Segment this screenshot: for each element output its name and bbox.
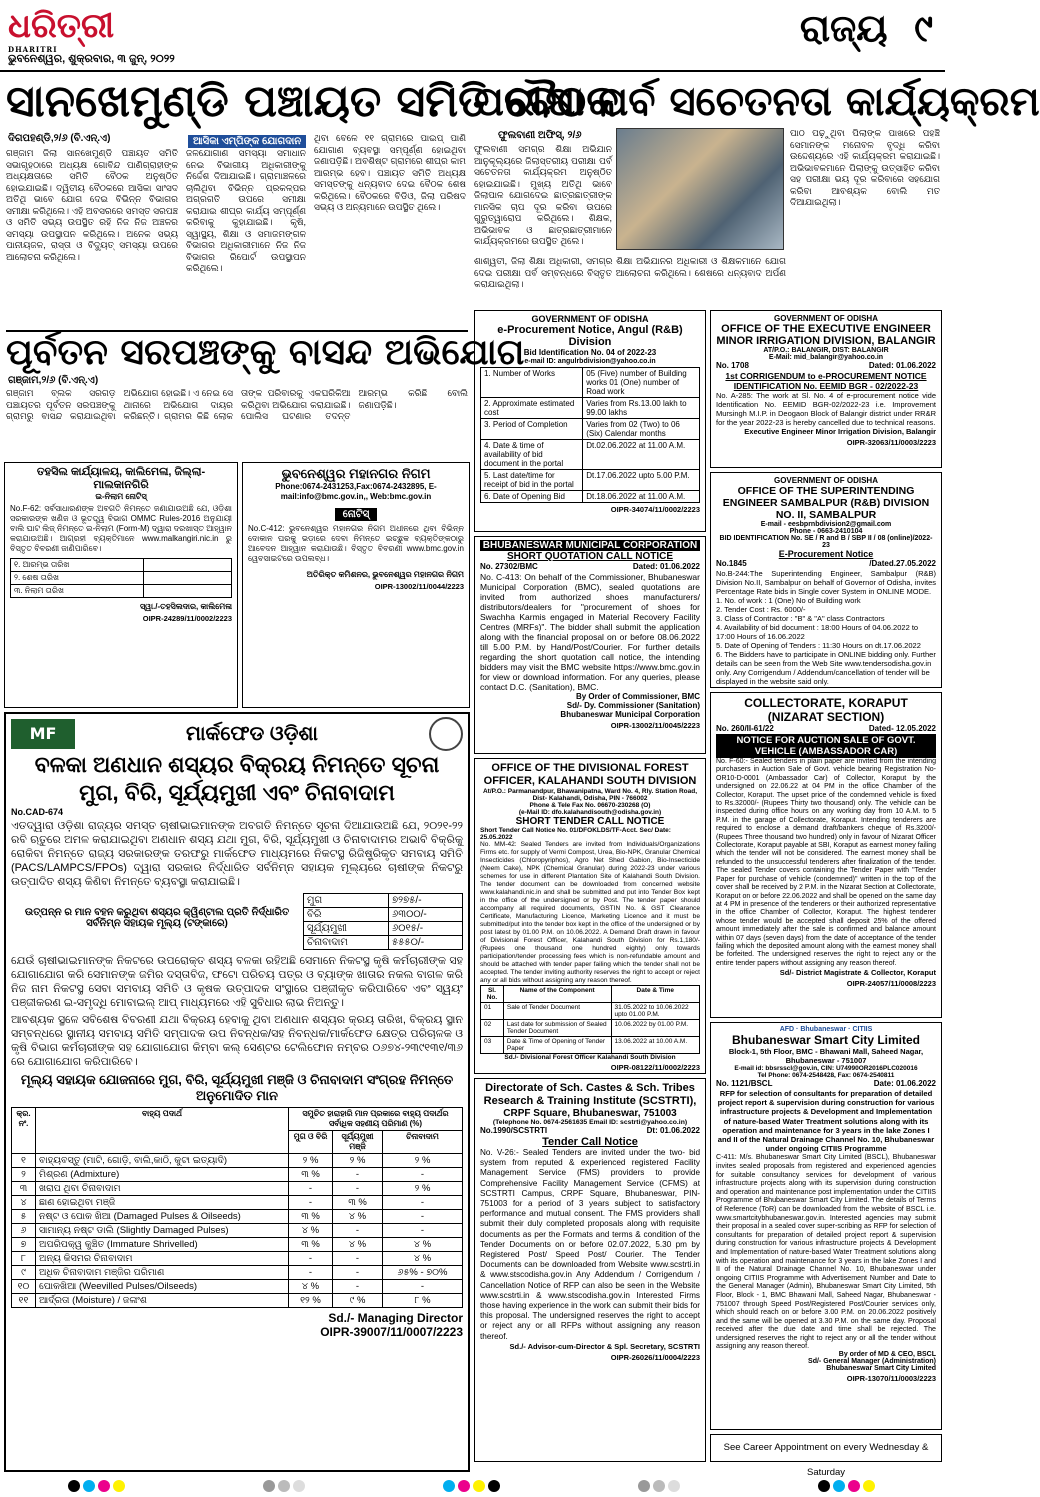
quality-table-row: ୧୧ ଆର୍ଦ୍ରତା (Moisture) / ଜଳାଂଶ ୧୨ % ୯ % ୮ % bbox=[12, 1294, 463, 1308]
ad-markfed bbox=[4, 712, 470, 1472]
ad-markfed-headline: ବଳକା ଅଣଧାନ ଶସ୍ୟର ବିକ୍ରୟ ନିମନ୍ତେ ସୂଚନା bbox=[34, 752, 440, 777]
ad-tahasil-table: ୧. ଆରମ୍ଭ ତାରିଖ ୨. ଶେଷ ତାରିଖ ୩. ନିଲାମ ତାରିଖ bbox=[10, 558, 232, 598]
ad-bmc-en-sign2: Sd/- Dy. Commissioner (Sanitation) bbox=[566, 701, 700, 710]
headline-samiti: ସାନଖେମୁଣ୍ଡି ପଞ୍ଚାୟତ ସମିତି ବୈଠକ bbox=[6, 76, 619, 127]
ad-balangir-ref: OIPR-32063/11/0003/2223 bbox=[846, 438, 936, 447]
ad-balangir-mi bbox=[710, 310, 942, 468]
ad-tahasil-sub: ଇ-ନିଲାମ ନୋଟିସ୍ bbox=[95, 492, 147, 501]
ad-forest-kalahandi bbox=[474, 758, 706, 1074]
quality-table-row: ୯ ଅଧିକ ଚିନାବାଦାମ ମଞ୍ଜିର ପରିମାଣ - - ୬୫% - ୭୦% bbox=[12, 1266, 463, 1280]
exam-event-photo bbox=[616, 128, 784, 250]
ad-markfed-para3: ଆବଶ୍ୟକ ସ୍ଥଳେ ସବିଶେଷ ବିବରଣୀ ଯଥା ବିକ୍ରୟ ହେବାକୁ ଥିବା ଅଣଧାନ ଶସ୍ୟର କ୍ରୟ ତାରିଖ, ବିକ୍ରୟ ସ୍ଥାନ ସମ୍ବନ୍ଧରେ ସ୍ଥାନୀୟ ସମବାୟ ସମିତି ସମ୍ପାଦକ ଉପ ନିବନ୍ଧକ/ସହ ନିବନ୍ଧକ/ମାର୍କଫେଡ କ୍ଷେତ୍ର ପରିଚାଳକ ଓ କୃଷି ବିଭାଗ କର୍ମଚାରୀଙ୍କ ସହ ଯୋଗାଯୋଗ କିମ୍ବା କଲ୍ ସେଣ୍ଟର ଟେଲିଫୋନ ନମ୍ବର ୦୬୭୪-୨୩୯୧୩୧/୩୬ ରେ ଯୋଗାଯୋଗ କରିପାରିବେ। bbox=[11, 1014, 463, 1068]
ad-bscl-no: No. 1121/BSCL bbox=[716, 1079, 773, 1088]
ad-scstrti-sub: Tender Call Notice bbox=[542, 1136, 638, 1148]
ad-forest-ref: OIPR-08122/11/0002/2223 bbox=[610, 1063, 700, 1072]
ad-koraput-ref: OIPR-24057/11/0008/2223 bbox=[846, 979, 936, 989]
badge-asika: ଆସିକା ଏମ୍ପିଙ୍କ ଯୋଗଦାନ bbox=[188, 131, 306, 149]
quality-table-row: ୭ ଅପରିପକ୍ୱ କୁଞ୍ଚିତ (Immature Shrivelled) ୩ % ୪ % ୪ % bbox=[12, 1238, 463, 1252]
ad-scstrti-addr: CRPF Square, Bhubaneswar, 751003 bbox=[503, 1108, 677, 1119]
quality-table-row: ୧ ବାହ୍ୟବସ୍ତୁ (ମାଟି, ଗୋଡ଼ି, ବାଲି,କାଠି, କୁଟା ଇତ୍ୟାଦି) ୨ % ୨ % ୨ % bbox=[12, 1154, 463, 1168]
ad-bmc-english bbox=[474, 536, 706, 754]
ad-sambalpur-date: /Dated.27.05.2022 bbox=[869, 559, 936, 568]
ad-angul-email: e-mail ID: angulrbdivision@yahoo.co.in bbox=[524, 358, 656, 365]
ad-sambalpur-notice: E-Procurement Notice bbox=[778, 549, 874, 559]
ad-balangir-date: Dated: 01.06.2022 bbox=[868, 361, 936, 370]
ad-markfed-para2: ଯେଉଁ ଚାଷୀଭାଇମାନଙ୍କ ନିକଟରେ ଉପରୋକ୍ତ ଶସ୍ୟ ବଳକା ରହିଅଛି ସେମାନେ ନିକଟସ୍ଥ କୃଷି କର୍ମଚାରୀଙ୍କ ସହ ଯୋଗାଯୋଗ କରି ସେମାନଙ୍କ ଜମିର ଦସ୍ତାବିଜ, ଫଟୋ ପରିଚୟ ପତ୍ର ଓ ବ୍ୟାଙ୍କ ଖାତାର ନକଲ ବାଗଳ କରି ନିଜ ନାମ ନିକଟସ୍ଥ ସେବା ସମବାୟ ସମିତି ଓ କୃଷକ ଉତ୍ପାଦକ ସଂସ୍ଥାରେ ପଞ୍ଜୀକୃତ କରିପାରିବେ ଏବଂ ସ୍ୱୟଂ ପଞ୍ଜୀକରଣ ଇ-ସମୃଦ୍ଧି ମୋବାଇଲ୍ ଆପ୍ ମାଧ୍ୟମରେ ଏହି ସୁବିଧାର ଲାଭ ନିଅନ୍ତୁ। bbox=[11, 955, 463, 1009]
ad-scstrti-phone: (Telephone No. 0674-2561635 Email ID: scstrti@yahoo.co.in) bbox=[492, 1119, 688, 1126]
ad-angul-gov: GOVERNMENT OF ODISHA bbox=[531, 314, 649, 324]
story1-col1: ଗଞ୍ଜାମ ଜିଲା ସାନଖେମୁଣ୍ଡି ପଞ୍ଚାୟତ ସମିତି ସଭାଗୃହଠାରେ ଅଧ୍ୟକ୍ଷ ଗୋବିନ୍ଦ ପାଣିଗ୍ରାହୀଙ୍କ ଅଧ୍ୟକ୍ଷତାରେ ସମିତି ବୈଠକ ଅନୁଷ୍ଠିତ ହୋଇଯାଇଛି। ଦ୍ୱିତୀୟ ବୈଠକରେ ଆସିକା ସାଂସଦ ଅତିଥି ଭାବେ ଯୋଗ ଦେଇ ବିଭିନ୍ନ ବିଭାଗର ସମୀକ୍ଷା କରିଥିଲେ। ଏହି ଅବସରରେ ସମସ୍ତ ସରପଞ୍ଚ ଓ ସମିତି ସଭ୍ୟ ଉପସ୍ଥିତ ରହି ନିଜ ନିଜ ଅଞ୍ଚଳର ସମସ୍ୟା ଉପସ୍ଥାପନ କରିଥିଲେ। ଅନେକ ସଭ୍ୟ ପାନୀୟଜଳ, ରାସ୍ତା ଓ ବିଦ୍ୟୁତ୍ ସମସ୍ୟା ଉପରେ ଆଲୋଚନା କରିଥିଲେ। bbox=[6, 148, 178, 262]
ad-tahasil-ref: OIPR-24289/11/0002/2223 bbox=[142, 614, 232, 623]
ad-bmc-en-title: BHUBANESWAR MUNICIPAL CORPORATION bbox=[480, 540, 700, 551]
ad-bscl-date: Date: 01.06.2022 bbox=[873, 1079, 936, 1088]
ad-forest-no: Short Tender Call Notice No. 01/DFOKLDS/TF-Acct. Sec/ Date: 25.05.2022 bbox=[480, 827, 671, 841]
ad-koraput-title: COLLECTORATE, KORAPUT bbox=[744, 696, 908, 710]
print-registration-strip bbox=[0, 1478, 945, 1497]
ad-markfed-title: ମାର୍କଫେଡ ଓଡ଼ିଶା bbox=[186, 722, 318, 745]
ad-koraput-body: No. F-60:- Sealed tenders in plain paper are invited from the intending purchasers in Auction Sale of Govt. vehicle bearing Registration No-OR10-D-0001 (Ambassador Car) of Collector, Koraput by the undersigned on 22.06.22 at 04 PM in the office Chamber of the Collector, Koraput. The upset price of the condemned vehicle is fixed to Rs.32000/- (Rupees Thirty two thousand) only. The vehicle can be inspected during office hours on any working day from 10 A.M. to 5 P.M. in the garage of Collectorate, Koraput. Intending tenderers are required to enclose a demand draft/bankers cheque of Rs.3200/- (Rupees Three thousand two hundred) only in favour of Nizarat Officer Collectorate, Koraput payable at SBI, Koraput as earnest money failing which the tender will not be considered. The earnest money shall be refunded to the unsuccessful tenderers after finalization of the tender. The sealed Tender covers containing the Tender Paper with "Tender Paper for purchase of vehicle (condemned)" written in the top of the cover shall be received by 2 P.M. in the Nizarat Section at Collectorate, Koraput on or before 22.06.2022 and shall be opened on the same day at 4 PM in presence of the tenderers or their authorized representative in the office Chamber of Collector, Koraput. The highest tenderer whose tender would be accepted shall deposit 25% of the offered amount immediately after the sale is confirmed and balance amount within 07 days (seven days) from the date of acceptance of the tender failing which the deposited amount along with the earnest money shall be forfeited. The undersigned reserves the right to reject any or the entire tender papers without assigning any reason thereof. bbox=[716, 758, 936, 967]
ad-angul-ref: OIPR-34074/11/0002/2223 bbox=[610, 505, 700, 514]
ad-balangir-email: E-Mail: mid_balangir@yahoo.co.in bbox=[768, 354, 884, 361]
ad-sambalpur-rb bbox=[710, 472, 942, 688]
ad-bscl-ref: OIPR-13070/11/0003/2223 bbox=[846, 1374, 936, 1384]
ad-forest-title: OFFICE OF THE DIVISIONAL FOREST OFFICER, KALAHANDI SOUTH DIVISION bbox=[483, 762, 697, 787]
ad-scstrti-ref: OIPR-26026/11/0004/2223 bbox=[610, 1352, 700, 1362]
ad-markfed-no: No.CAD-674 bbox=[11, 807, 64, 817]
ad-scstrti-sign: Sd./- Advisor-cum-Director & Spl. Secretary, SCSTRTI bbox=[509, 1341, 700, 1351]
ad-sambalpur-no: No.1845 bbox=[716, 559, 747, 568]
ad-bscl-addr: Block-1, 5th Floor, BMC - Bhawani Mall, Saheed Nagar, Bhubaneswar - 751007 bbox=[728, 1047, 924, 1065]
ad-scstrti-body: No. V-26:- Sealed Tenders are invited under the two- bid system from reputed & experienced registered Facility Management Service (FMS) providers to provide Comprehensive Facility Management Service (CFMS) at SCSTRTI Campus, CRPF Square, Bhubaneswar, PIN- 751003 for a period of 3 years subject to satisfactory performance and mutual consent. The FMS providers shall submit their duly completed proposals along with requisite documents as per the Formats and terms & condition of the Tender Documents on or before 02.07.2022, 5.30 pm by Registered Post/ Speed Post/ Courier. The Tender Documents can be downloaded from Website www.scstrti.in & www.stscodisha.gov.in Any Addendum / Corrigendum / Cancellation Notice of RFP can also be seen in the Website www.scstrti.in & www.stscodisha.gov.in Interested Firms those having experience in the work can submit their bids for this proposal. The undersigned reserves the right to accept or reject any or all RFPs without assigning any reason thereof. bbox=[480, 1148, 700, 1341]
ad-bmc-odia-title: ଭୁବନେଶ୍ୱର ମହାନଗର ନିଗମ bbox=[281, 466, 431, 481]
ad-bscl-sign3: Bhubaneswar Smart City Limited bbox=[826, 1365, 936, 1373]
story1-col3: ଥିବା ବେଳେ ୧୧ ଗ୍ରାମରେ ପାଇପ୍ ପାଣି ଯୋଗାଣ ବ୍ୟବସ୍ଥା ସମ୍ପୂର୍ଣ୍ଣ ହୋଇଥିବା ଜଣାପଡ଼ିଛି। ଅବଶିଷ୍ଟ ଗ୍ରାମରେ ଶୀଘ୍ର କାମ ଆରମ୍ଭ ହେବ। ପଞ୍ଚାୟତ ସମିତି ଅଧ୍ୟକ୍ଷ ସମସ୍ତଙ୍କୁ ଧନ୍ୟବାଦ ଦେଇ ବୈଠକ ଶେଷ କରିଥିଲେ। ବୈଠକରେ ବିଡିଓ, ଜିଲା ପରିଷଦ ସଭ୍ୟ ଓ ଅନ୍ୟମାନେ ଉପସ୍ଥିତ ଥିଲେ। bbox=[314, 133, 466, 212]
ad-bscl-email: E-mail id: bbsrsscl@gov.in, CIN: U74990OR2016PLC020016 bbox=[734, 1065, 918, 1072]
story2-col3: ଶାଶ୍ୱତୀ, ଜିଲା ଶିକ୍ଷା ଅଧିକାରୀ, ସମଗ୍ର ଶିକ୍ଷା ଅଭିଯାନର ଅଧିକାରୀ ଓ ଶିକ୍ଷକମାନେ ଯୋଗ ଦେଇ ପରୀକ୍ଷା ପର୍ବ ସମ୍ବନ୍ଧରେ ବିସ୍ତୃତ ଆଲୋଚନା କରିଥିଲେ। ଶେଷରେ ଧନ୍ୟବାଦ ଅର୍ପଣ କରାଯାଇଥିଲା। bbox=[474, 256, 786, 289]
ad-bmc-en-sign1: By Order of Commissioner, BMC bbox=[575, 692, 700, 701]
quality-table-row: ୨ ମିଶ୍ରଣ (Admixture) ୩ % - - bbox=[12, 1168, 463, 1182]
ad-scstrti bbox=[474, 1078, 706, 1462]
ad-forest-sign: Sd./- Divisional Forest Officer Kalahandi South Division bbox=[504, 1054, 676, 1061]
ad-markfed-sign: Sd./- Managing Director bbox=[328, 1311, 463, 1325]
ad-bmc-odia-notice: ନୋଟିସ୍ bbox=[335, 508, 378, 521]
ad-bscl-logos: AFD · Bhubaneswar · CITIIS bbox=[779, 1026, 873, 1033]
section-label: ରାଜ୍ୟ ୯ bbox=[799, 6, 933, 50]
ad-bscl-sign2: Sd/- General Manager (Administration) bbox=[808, 1358, 936, 1366]
ad-forest-table: Sl. No. Name of the Component Date & Time 01 Sale of Tender Document 31.05.2022 to 10.06.2022 upto 01.00 P.M. 02 Last date for submission of Sealed Tender Document 10.06.2022 by 01.00 P.M. 03 Date & Time of Opening of Tender Paper 13.06.2022 at 10.00 A.M. bbox=[480, 985, 700, 1054]
quality-table-row: ୧୦ ପୋକଖିଆ (Weevilled Pulses/Oilseeds) ୪ % - - bbox=[12, 1280, 463, 1294]
quality-table-row: ୫ ନଷ୍ଟ ଓ ପୋକ ଖିଆ (Damaged Pulses & Oilseeds) ୩ % ୪ % - bbox=[12, 1210, 463, 1224]
story3-body: ଗଞ୍ଜାମ ବ୍ଲକ ସରଗଡ଼ ପଞ୍ଚାୟତର ପୂର୍ବତନ ସରପଞ୍ଚଙ୍କୁ ଗ୍ରାମରୁ ବାସନ୍ଦ କରାଯାଇଥିବା ଅଭିଯୋଗ ହୋଇଛି। ଏ ନେଇ ସେ ଥାନାରେ ଅଭିଯୋଗ ଦାୟର କରିଛନ୍ତି। ଗ୍ରାମର କିଛି ଲୋକ ତାଙ୍କ ପରିବାରକୁ ଏକଘରିକିଆ କରିଥିବା ଅଭିଯୋଗ କରାଯାଇଛି। ପୋଲିସ ଘଟଣାର ତଦନ୍ତ ଆରମ୍ଭ କରିଛି ବୋଲି ଜଣାପଡ଼ିଛି। bbox=[6, 388, 468, 421]
masthead bbox=[0, 0, 945, 72]
markfed-logo: MF bbox=[11, 719, 75, 749]
ad-tahasil-body: No.F-62: ସର୍ବସାଧାରଣଙ୍କ ଅବଗତି ନିମନ୍ତେ ଜଣାଯାଉଅଛି ଯେ, ଓଡ଼ିଶା ସରକାରଙ୍କ ଖଣିଜ ଓ ଭୂତତ୍ତ୍ୱ ବିଭାଗ OMMC Rules-2016 ଅନୁଯାୟୀ ବାଲି ଘାଟ ଲିଜ୍ ନିମନ୍ତେ ଇ-ନିଲାମ (Form-M) ଦ୍ୱାରା ଦରଖାସ୍ତ ଆହ୍ୱାନ କରାଯାଉଅଛି। ଆଗ୍ରହୀ ବ୍ୟକ୍ତିମାନେ www.malkangiri.nic.in ରୁ ବିସ୍ତୃତ ବିବରଣୀ ଜାଣିପାରିବେ। bbox=[10, 504, 232, 553]
ad-forest-sub: SHORT TENDER CALL NOTICE bbox=[515, 816, 665, 827]
quality-table-row: ୪ ଛାଣ ହୋଇଥିବା ମଞ୍ଜି - ୩ % - bbox=[12, 1196, 463, 1210]
ad-koraput-collectorate bbox=[710, 692, 942, 1018]
ad-bmc-en-no: No. 27302/BMC bbox=[480, 562, 538, 571]
ad-balangir-addr: AT/P.O.: BALANGIR, DIST: BALANGIR bbox=[763, 347, 889, 354]
ad-balangir-no: No. 1708 bbox=[716, 361, 749, 370]
ad-scstrti-date: Dt: 01.06.2022 bbox=[646, 1126, 700, 1135]
story2-col1: ଫୁଲବାଣୀ ସମଗ୍ର ଶିକ୍ଷା ଅଭିଯାନ ଆନୁକୂଲ୍ୟରେ ଜିଲାସ୍ତରୀୟ ପରୀକ୍ଷା ପର୍ବ ସଚେତନତା କାର୍ଯ୍ୟକ୍ରମ ଅନୁଷ୍ଠିତ ହୋଇଯାଇଛି। ମୁଖ୍ୟ ଅତିଥି ଭାବେ ଜିଲାପାଳ ଯୋଗଦେଇ ଛାତ୍ରଛାତ୍ରୀଙ୍କ ମାନସିକ ଚାପ ଦୂର କରିବା ଉପରେ ଗୁରୁତ୍ୱାରୋପ କରିଥିଲେ। ଶିକ୍ଷକ, ଅଭିଭାବକ ଓ ଛାତ୍ରଛାତ୍ରୀମାନେ କାର୍ଯ୍ୟକ୍ରମରେ ଉପସ୍ଥିତ ଥିଲେ। bbox=[474, 144, 612, 246]
dateline: ଭୁବନେଶ୍ୱର, ଶୁକ୍ରବାର, ୩ ଜୁନ୍, ୨୦୨୨ bbox=[8, 53, 175, 65]
dharitri-logo[interactable]: ଧରିତ୍ରୀ DHARITRI bbox=[8, 6, 115, 54]
ad-bmc-en-ref: OIPR-13002/11/0045/2223 bbox=[610, 721, 700, 730]
ad-bmc-odia-contact: Phone:0674-2431253,Fax:0674-2432895, E-mail:info@bmc.gov.in,, Web:bmc.gov.in bbox=[275, 482, 437, 501]
ad-koraput-bar: NOTICE FOR AUCTION SALE OF GOVT. VEHICLE (AMBASSADOR CAR) bbox=[716, 734, 936, 758]
quality-table-row: ୮ ଅନ୍ୟ କିସମର ଚିନାବାଦାମ - - ୪ % bbox=[12, 1252, 463, 1266]
ad-bmc-odia bbox=[242, 462, 470, 708]
ad-angul-bid: Bid Identification No. 04 of 2022-23 bbox=[523, 348, 657, 357]
story2-col2: ପାଠ ପଢ଼ୁଥିବା ପିଲାଙ୍କ ପାଖରେ ପହଞ୍ଚି ସେମାନଙ୍କ ମନୋବଳ ବୃଦ୍ଧି କରିବା ଉଦ୍ଦେଶ୍ୟରେ ଏହି କାର୍ଯ୍ୟକ୍ରମ କରାଯାଇଛି। ଅଭିଭାବକମାନେ ପିଲାଙ୍କୁ ଉତ୍ସାହିତ କରିବା ସହ ପରୀକ୍ଷା ଭୟ ଦୂର କରିବାରେ ସହଯୋଗ କରିବା ଆବଶ୍ୟକ ବୋଲି ମତ ଦିଆଯାଇଥିଲା। bbox=[790, 128, 940, 207]
ad-markfed-ref: OIPR-39007/11/0007/2223 bbox=[320, 1325, 463, 1339]
ad-sambalpur-list: 1. No. of work : 1 (One) No of Building work 2. Tender Cost : Rs. 6000/- 3. Class of Contractor : "B" & "A" class Contractors 4. Availability of bid document : 18:00 Hours of 04.06.2022 to 17:00 Hours of 16.06.2022 5. Date of Opening of Tenders : 11:30 Hours on dt.17.06.2022 6. The Bidders have to participate in ONLINE bidding only. Further details can be seen from the Web Site www.tendersodisha.gov.in only. Any Corrigendum / Addendum/cancellation of tender will be displayed in the website said only. bbox=[716, 596, 936, 686]
ad-koraput-sub: (NIZARAT SECTION) bbox=[767, 710, 885, 724]
byline-samiti: ଦିଗପହଣ୍ଡି,୨/୬ (ବି.ଏନ୍.ଏ) bbox=[8, 133, 111, 144]
ad-bmc-odia-ref: OIPR-13002/11/0044/2223 bbox=[374, 582, 464, 591]
ad-bscl-body: C-411: M/s. Bhubaneswar Smart City Limited (BSCL), Bhubaneswar invites sealed proposals from registered and experienced agencies for suitable consultancy services for development of various infrastructure projects along with its supervision during construction and operation and maintenance post implementation under the CITIIS Programme of Bhubaneswar Smart City Limited. The details of Terms of Reference (ToR) can be downloaded from the website of BSCL i.e. www.smartcitybhubaneswar.gov.in. Interested agencies may submit their proposal in a sealed cover super-scribing as RFP for selection of consultants for preparation of detailed project report & supervision during construction for various infrastructure projects & Development and Implementation of nature-based Water Treatment solutions along with its operation and maintenance for 3 years in the lake Zones I and II of the Natural Drainage Channel No. 10, Bhubaneswar under ongoing CITIIS Programme with Advertisement Number and Date to the General Manager (Admin), Bhubaneswar Smart City Limited, 5th Floor, Block - 1, BMC Bhawani Mall, Saheed Nagar, Bhubaneswar - 751007 through Speed Post/Registered Post/Courier services only, which should reach on or before 3.00 P.M. on 20.06.2022 positively and the same will be opened at 3.30 P.M. on the same day. Proposal received after the due date and time shall be rejected. The undersigned reserves the right to reject any or all the tender without assigning any reason thereof. bbox=[716, 1153, 936, 1351]
ad-balangir-body: No. A-285: The work at Sl. No. 4 of e-procurement notice vide Identification No. EEMID BGR-02/2022-23 i.e. Improvement Mursingh M.I.P. in Deogaon Block of Balangir district under RR&R for the year 2022-23 is hereby cancelled due to technical reasons. bbox=[716, 391, 936, 427]
headline-pariksha: ପରୀକ୍ଷା ପର୍ବ ସଚେତନତା କାର୍ଯ୍ୟକ୍ରମ bbox=[474, 79, 1040, 125]
career-appointment-note: See Career Appointment on every Wednesday & Saturday bbox=[710, 1434, 942, 1462]
ad-markfed-quality-table: କ୍ର. ନଂ. ବାହ୍ୟ ପଦାର୍ଥ ସମୁଚିତ ହାରାହାରି ମାନ ପ୍ରକାରେ ବାହ୍ୟ ପଦାର୍ଥର ସର୍ବାଧିକ ସହଣୀୟ ପରିମାଣ (%) ମୁଗ ଓ ବିରି ସୂର୍ଯ୍ୟମୁଖୀ ମଞ୍ଜି ଚିନାବାଦାମ ୧ ବାହ୍ୟବସ୍ତୁ (ମାଟି, ଗୋଡ଼ି, ବାଲି,କାଠି, କୁଟା ଇତ୍ୟାଦି) ୨ % ୨ % ୨ % ୨ ମିଶ୍ରଣ (Admixture) ୩ % - - ୩ ଖରାପ ଥିବା ଚିନାବାଦାମ - - ୨ % ୪ ଛାଣ ହୋଇଥିବା ମଞ୍ଜି - ୩ % - ୫ ନଷ୍ଟ ଓ ପୋକ ଖିଆ (Damaged Pulses & Oilseeds) ୩ % ୪ % - ୬ ସାମାନ୍ୟ ନଷ୍ଟ ଡାଲି (Slightly Damaged Pulses) ୪ % - - ୭ ଅପରିପକ୍ୱ କୁଞ୍ଚିତ (Immature Shrivelled) ୩ % ୪ % ୪ % ୮ ଅନ୍ୟ କିସମର ଚିନାବାଦାମ - - ୪ % ୯ ଅଧିକ ଚିନାବାଦାମ ମଞ୍ଜିର ପରିମାଣ - - ୬୫% - ୭୦% ୧୦ ପୋକଖିଆ (Weevilled Pulses/Oilseeds) ୪ % - - ୧୧ ଆର୍ଦ୍ରତା (Moisture) / ଜଳାଂଶ ୧୨ % ୯ % ୮ % bbox=[11, 1107, 463, 1308]
byline-sarpanch: ଗଞ୍ଜାମ,୨/୬ (ବି.ଏନ୍.ଏ) bbox=[8, 375, 99, 386]
ad-sambalpur-body: No.B-244:The Superintending Engineer, Sambalpur (R&B) Division No.II, Sambalpur on behalf of Governor of Odisha, invites Percentage Rate bids in Single cover System in ONLINE MODE. bbox=[716, 569, 936, 596]
ad-bmc-en-sub: SHORT QUOTATION CALL NOTICE bbox=[506, 551, 674, 562]
ad-sambalpur-email: E-mail - eesbprnbdivision2@gmail.com bbox=[760, 521, 892, 528]
ad-bmc-odia-sign: ଅତିରିକ୍ତ କମିଶନର, ଭୁବନେଶ୍ୱର ମହାନଗର ନିଗମ bbox=[306, 570, 464, 579]
ad-markfed-para1: ଏତଦ୍ୱାରା ଓଡ଼ିଶା ରାଜ୍ୟର ସମସ୍ତ ଚାଷୀଭାଇମାନଙ୍କ ଅବଗତି ନିମନ୍ତେ ସୂଚନା ଦିଆଯାଉଅଛି ଯେ, ୨୦୨୧-୨୨ ରବି ଋତୁରେ ଅମଳ କରାଯାଇଥିବା ଅଣଧାନ ଶସ୍ୟ ଯଥା ମୁଗ, ବିରି, ସୂର୍ଯ୍ୟମୁଖୀ ଓ ଚିନାବାଦାମର ଅଭାବି ବିକ୍ରିକୁ ରୋକିବା ନିମନ୍ତେ ରାଜ୍ୟ ସରକାରଙ୍କ ତରଫରୁ ମାର୍କଫେଡ ମାଧ୍ୟମରେ ନିକଟସ୍ଥ ରିଜିଷ୍ଟ୍ରିକୃତ ସମବାୟ ସମିତି (PACS/LAMPCS/FPOs) ଦ୍ୱାରା ସରକାର ନିର୍ଦ୍ଧାରିତ ସର୍ବନିମ୍ନ ସହାୟକ ମୂଲ୍ୟରେ ଚାଷୀଙ୍କ ନିକଟରୁ ଉତ୍ପାଦିତ ଶସ୍ୟ କିଣିବା ନିମନ୍ତେ ବ୍ୟବସ୍ଥା କରାଯାଇଛି। bbox=[11, 820, 463, 888]
ad-forest-addr: At/P.O.: Parmanandpur, Bhawanipatna, Ward No. 4, Rly. Station Road, Dist- Kalahandi, Odisha, PIN - 766002 bbox=[482, 788, 698, 802]
story1-col2: ଜଳଯୋଗାଣ ସମସ୍ୟା ସମାଧାନ ନେଇ ବିଭାଗୀୟ ଅଧିକାରୀଙ୍କୁ ନିର୍ଦ୍ଦେଶ ଦିଆଯାଇଛି। ଗ୍ରାମାଞ୍ଚଳରେ ଚାଲିଥିବା ବିଭିନ୍ନ ପ୍ରକଳ୍ପର ଅଗ୍ରଗତି ଉପରେ ସମୀକ୍ଷା କରାଯାଇ ଶୀଘ୍ର କାର୍ଯ୍ୟ ସମ୍ପୂର୍ଣ୍ଣ କରିବାକୁ କୁହାଯାଇଛି। କୃଷି, ସ୍ୱାସ୍ଥ୍ୟ, ଶିକ୍ଷା ଓ ସମାଜମଙ୍ଗଳ ବିଭାଗର ଅଧିକାରୀମାନେ ନିଜ ନିଜ ବିଭାଗର ରିପୋର୍ଟ ଉପସ୍ଥାପନ କରିଥିଲେ। bbox=[186, 148, 306, 273]
ad-bmc-en-body: No. C-413: On behalf of the Commissioner, Bhubaneswar Municipal Corporation (BMC), sealed quotations are invited from authorized shoes manufacturers/ distributors/dealers for "procurement of shoes for Swachha Karmis engaged in Material Recovery Facility Centres (MRFs)". The bidder shall submit the application along with the financial proposal on or before 08.06.2022 till 5.00 P.M. by Hand/Post/Courier. For further details regarding the short quotation call notice, the intending bidders may visit the BMC website https://www.bmc.gov.in for view or download information. For any queries, please contact D.C. (Sanitation), BMC. bbox=[480, 572, 700, 692]
ad-balangir-title: OFFICE OF THE EXECUTIVE ENGINEER MINOR IRRIGATION DIVISION, BALANGIR bbox=[716, 323, 936, 347]
ad-sambalpur-gov: GOVERNMENT OF ODISHA bbox=[773, 476, 878, 485]
ad-tahasil-title: ତହସିଲ କାର୍ଯ୍ୟାଳୟ, କାଲିମେଳା, ଜିଲ୍ଲା-ମାଲକାନଗିରି bbox=[36, 466, 206, 491]
ad-bmc-odia-body: No.C-412: ଭୁବନେଶ୍ୱର ମହାନଗର ନିଗମ ଅଧୀନରେ ଥିବା ବିଭିନ୍ନ ଦୋକାନ ଘରକୁ ଭଡ଼ାରେ ଦେବା ନିମନ୍ତେ ଇଚ୍ଛୁକ ବ୍ୟକ୍ତିଙ୍କଠାରୁ ଆବେଦନ ଆହ୍ୱାନ କରାଯାଉଛି। ବିସ୍ତୃତ ବିବରଣୀ www.bmc.gov.in ୱେବସାଇଟରେ ଉପଲବ୍ଧ। bbox=[248, 524, 464, 563]
ad-koraput-sign: Sd/- District Magistrate & Collector, Koraput bbox=[779, 968, 936, 978]
ad-markfed-msp-table: ମୁଗ ୭୨୭୫/- ବିରି ୬୩୦୦/- ସୂର୍ଯ୍ୟମୁଖୀ ୬୦୧୫/- ଚିନାବାଦାମ ୫୫୫୦/- bbox=[303, 893, 463, 950]
ad-forest-email: (e-Mail ID: dfo.kalahandisouth@odisha.gov.in) bbox=[518, 809, 662, 816]
ad-bscl-title: Bhubaneswar Smart City Limited bbox=[731, 1033, 921, 1047]
ad-markfed-table-title: ମୂଲ୍ୟ ସହାୟକ ଯୋଜନାରେ ମୁଗ, ବିରି, ସୂର୍ଯ୍ୟମୁଖୀ ମଞ୍ଜି ଓ ଚିନାବାଦାମ ସଂଗ୍ରହ ନିମନ୍ତେ ଅନୁମୋଦିତ ମାନ bbox=[20, 1072, 454, 1103]
ad-forest-body: No. MM-42: Sealed Tenders are invited from Individuals/Organizations Firms etc. for supply of Vermi Compost, Urea, Bio-NPK, Granular Chemical Insecticides (Chloropyriphos), Agro Net Shed Gabion, Bio-Insecticide (Neem Cake), NPK (Chemical Granular) during 2022-23 under various schemes for use in different Plantation Site of Kalahandi South Division. The tender document can be downloaded from concerned website www.kalahandi.nic.in and shall be submitted and put into Tender Box kept in the office of the undersigned or by Post. The tender paper should accompany all required documents, GSTIN No. & GST Clearance Certificate, Manufacturing Licence, Marketing Licence and it must be submitted/put into the tender box kept in the office of the undersigned or by post latest by 01.00 P.M. on 10.06.2022. A Demand Draft drawn in favour of Divisional Forest Officer, Kalahandi South Division for Rs.1,180/- (Rupees one thousand one hundred eighty) only towards participation/tender processing fees which is non-refundable amount and should be attached with tender paper failing which the tender shall not be accepted. The tender inviting authority reserves the right to accept or reject any or all bids without assigning any reason thereof. bbox=[480, 841, 700, 984]
byline-pariksha: ଫୁଲବାଣୀ ଅଫିସ୍, ୨/୬ bbox=[498, 130, 582, 141]
ad-tahasil-kalimela bbox=[4, 462, 238, 708]
ad-bmc-en-sign3: Bhubaneswar Municipal Corporation bbox=[560, 710, 700, 719]
ad-sambalpur-phone: Phone - 0663-2410104 bbox=[789, 528, 863, 535]
ad-markfed-msp-label: ଉତ୍ପନ୍ନ ର ମାନ ବହନ କରୁଥିବା ଶସ୍ୟର କ୍ୱିଣ୍ଟାଲ ପ୍ରତି ନିର୍ଦ୍ଧାରିତ ସର୍ବନିମ୍ନ ସହାୟକ ମୂଲ୍ୟ (ଟଙ୍କାରେ) bbox=[24, 907, 290, 929]
ad-angul-subtitle: e-Procurement Notice, Angul (R&B) Division bbox=[497, 324, 683, 348]
ad-sambalpur-bid: BID IDENTIFICATION No. SE / R and B / SBP II / 08 (online)/2022-23 bbox=[719, 535, 933, 549]
ad-angul-rb bbox=[474, 310, 706, 532]
ad-balangir-gov: GOVERNMENT OF ODISHA bbox=[773, 314, 878, 323]
ad-bscl-tel: Tel Phone: 0674-2548428, Fax: 0674-2540811 bbox=[757, 1072, 895, 1079]
ad-balangir-sign: Executive Engineer Minor Irrigation Division, Balangir bbox=[744, 427, 936, 436]
headline-sarpanch: ପୂର୍ବତନ ସରପଞ୍ଚଙ୍କୁ ବାସନ୍ଦ ଅଭିଯୋଗ bbox=[6, 332, 525, 373]
ad-angul-table: 1. Number of Works 05 (Five) number of Building works 01 (One) number of Road work 2. Approximate estimated cost Varies from Rs.13.00 lakh to 99.00 lakhs 3. Period of Completion Varies from 02 (Two) to 06 (Six) Calendar months 4. Date & time of availability of bid document in the portal Dt.02.06.2022 at 11.00 A.M. 5. Last date/time for receipt of bid in the portal Dt.17.06.2022 upto 5.00 P.M. 6. Date of Opening Bid Dt.18.06.2022 at 11.00 A.M. bbox=[480, 367, 700, 503]
quality-table-row: ୬ ସାମାନ୍ୟ ନଷ୍ଟ ଡାଲି (Slightly Damaged Pulses) ୪ % - - bbox=[12, 1224, 463, 1238]
ad-scstrti-no: No.1990/SCSTRTI bbox=[480, 1126, 548, 1135]
ad-tahasil-sign: ସ୍ୱା./-ତହସିଲଦାର, କାଲିମେଳା bbox=[139, 602, 232, 611]
ad-balangir-corr: 1st CORRIGENDUM to e-PROCUREMENT NOTICE bbox=[725, 371, 927, 381]
ad-sambalpur-title: OFFICE OF THE SUPERINTENDING ENGINEER SAMBALPUR (R&B) DIVISION NO. II, SAMBALPUR bbox=[722, 485, 930, 521]
ad-koraput-no: No. 260/II-61/22 bbox=[716, 724, 774, 733]
quality-table-row: ୩ ଖରାପ ଥିବା ଚିନାବାଦାମ - - ୨ % bbox=[12, 1182, 463, 1196]
ad-bmc-en-date: Dated: 01.06.2022 bbox=[632, 562, 700, 571]
ad-bscl-rfp: RFP for selection of consultants for preparation of detailed project report & supervision during construction for various infrastructure projects & Development and Implementation of nature-based Water Treatment solutions along with its operation and maintenance for 3 years in the lake Zones I and II of the Natural Drainage Channel No. 10, Bhubaneswar under ongoing CITIIS Programme bbox=[717, 1089, 935, 1154]
ad-bscl bbox=[710, 1022, 942, 1430]
ad-scstrti-title: Directorate of Sch. Castes & Sch. Tribes Research & Training Institute (SCSTRTI), bbox=[483, 1082, 697, 1107]
ad-markfed-crops: ମୁଗ, ବିରି, ସୂର୍ଯ୍ୟମୁଖୀ ଏବଂ ଚିନାବାଦାମ bbox=[79, 780, 395, 805]
ad-forest-phone: Phone & Tele Fax No. 06670-230268 (O) bbox=[529, 802, 651, 809]
ad-koraput-date: Dated- 12.05.2022 bbox=[868, 724, 936, 733]
ad-balangir-ident: IDENTIFICATION No. EEMID BGR - 02/2022-23 bbox=[733, 381, 919, 391]
odisha-emblem-icon bbox=[429, 717, 463, 751]
ad-bscl-sign1: By order of MD & CEO, BSCL bbox=[838, 1351, 936, 1359]
